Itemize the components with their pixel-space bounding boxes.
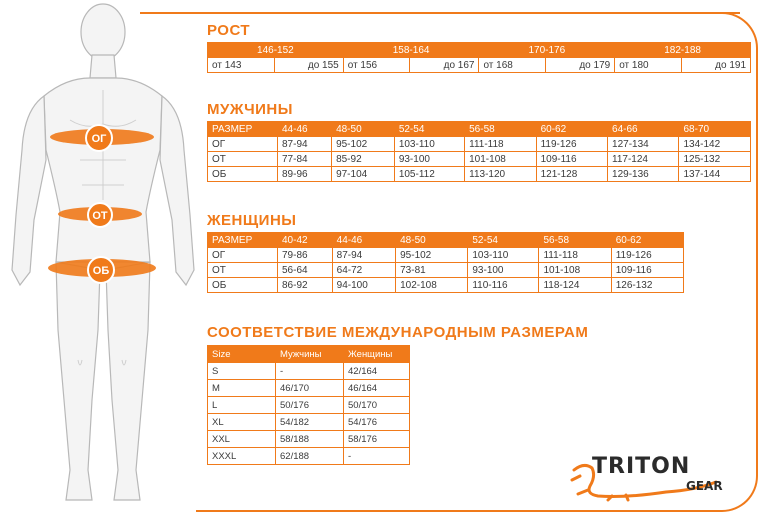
triton-gear-logo — [566, 452, 746, 502]
table-row — [208, 380, 410, 397]
table-cell: 58/176 — [344, 431, 410, 448]
intl-title: СООТВЕТСТВИЕ МЕЖДУНАРОДНЫМ РАЗМЕРАМ — [207, 324, 589, 341]
column-header: 60-62 — [611, 233, 683, 248]
height-title: РОСТ — [207, 22, 251, 39]
table-cell: 86-92 — [278, 278, 333, 293]
table-cell: 134-142 — [679, 137, 751, 152]
table-cell: 137-144 — [679, 167, 751, 182]
column-header: 56-58 — [539, 233, 611, 248]
table-cell: 118-124 — [539, 278, 611, 293]
table-cell: - — [276, 363, 344, 380]
brand-name: TRITON — [592, 454, 691, 479]
table-cell: 111-118 — [465, 137, 536, 152]
column-header: 60-62 — [536, 122, 607, 137]
table-cell: 109-116 — [536, 152, 607, 167]
table-cell: 126-132 — [611, 278, 683, 293]
column-header: 40-42 — [278, 233, 333, 248]
table-cell: 111-118 — [539, 248, 611, 263]
table-cell: - — [344, 448, 410, 465]
table-cell: ОГ — [208, 248, 278, 263]
table-cell: 50/176 — [276, 397, 344, 414]
table-cell: ОТ — [208, 152, 278, 167]
table-row — [208, 152, 751, 167]
height-to: до 167 — [410, 58, 479, 73]
column-header: 52-54 — [394, 122, 464, 137]
table-cell: 93-100 — [394, 152, 464, 167]
table-row — [208, 363, 410, 380]
column-header: 48-50 — [396, 233, 468, 248]
frame-top-line — [140, 12, 740, 14]
table-cell: XL — [208, 414, 276, 431]
table-cell: 110-116 — [468, 278, 539, 293]
table-cell: 93-100 — [468, 263, 539, 278]
column-header: 48-50 — [332, 122, 395, 137]
men-title: МУЖЧИНЫ — [207, 101, 293, 118]
table-cell: ОБ — [208, 278, 278, 293]
table-cell: 46/170 — [276, 380, 344, 397]
table-cell: ОГ — [208, 137, 278, 152]
chest-label: ОГ — [91, 133, 107, 145]
height-range-row — [208, 43, 751, 58]
height-range: 170-176 — [479, 43, 615, 58]
table-cell: 105-112 — [394, 167, 464, 182]
table-cell: 79-86 — [278, 248, 333, 263]
table-cell: ОТ — [208, 263, 278, 278]
table-cell: 87-94 — [332, 248, 395, 263]
table-row — [208, 167, 751, 182]
women-header-row — [208, 233, 684, 248]
table-cell: 103-110 — [468, 248, 539, 263]
column-header: 64-66 — [608, 122, 679, 137]
intl-header-row — [208, 346, 410, 363]
height-bounds-row — [208, 58, 751, 73]
table-cell: 109-116 — [611, 263, 683, 278]
table-cell: S — [208, 363, 276, 380]
table-cell: 89-96 — [278, 167, 332, 182]
table-cell: 101-108 — [539, 263, 611, 278]
intl-size-table — [207, 345, 410, 465]
table-cell: M — [208, 380, 276, 397]
table-cell: 50/170 — [344, 397, 410, 414]
body-figure — [0, 0, 200, 526]
table-cell: 77-84 — [278, 152, 332, 167]
table-cell: XXXL — [208, 448, 276, 465]
waist-label: ОТ — [92, 210, 108, 222]
table-cell: 119-126 — [611, 248, 683, 263]
height-to: до 179 — [546, 58, 615, 73]
table-cell: 95-102 — [332, 137, 395, 152]
column-header: 52-54 — [468, 233, 539, 248]
height-table — [207, 42, 751, 73]
table-cell: 125-132 — [679, 152, 751, 167]
height-from: от 143 — [208, 58, 275, 73]
table-cell: 95-102 — [396, 248, 468, 263]
table-cell: 54/176 — [344, 414, 410, 431]
column-header: Женщины — [344, 346, 410, 363]
women-title: ЖЕНЩИНЫ — [207, 212, 297, 229]
column-header: Мужчины — [276, 346, 344, 363]
table-cell: 101-108 — [465, 152, 536, 167]
table-row — [208, 448, 410, 465]
table-row — [208, 263, 684, 278]
column-header: 56-58 — [465, 122, 536, 137]
table-cell: 127-134 — [608, 137, 679, 152]
table-cell: 64-72 — [332, 263, 395, 278]
column-header: Size — [208, 346, 276, 363]
height-to: до 191 — [681, 58, 750, 73]
table-row — [208, 431, 410, 448]
table-cell: L — [208, 397, 276, 414]
men-size-table — [207, 121, 751, 182]
table-row — [208, 278, 684, 293]
table-cell: 97-104 — [332, 167, 395, 182]
table-cell: 121-128 — [536, 167, 607, 182]
frame-right-curve — [700, 12, 758, 512]
table-cell: XXL — [208, 431, 276, 448]
table-cell: 42/164 — [344, 363, 410, 380]
table-cell: 85-92 — [332, 152, 395, 167]
table-cell: 54/182 — [276, 414, 344, 431]
table-cell: 94-100 — [332, 278, 395, 293]
table-cell: ОБ — [208, 167, 278, 182]
column-header: РАЗМЕР — [208, 122, 278, 137]
column-header: 44-46 — [332, 233, 395, 248]
table-cell: 56-64 — [278, 263, 333, 278]
table-cell: 117-124 — [608, 152, 679, 167]
table-row — [208, 137, 751, 152]
table-cell: 103-110 — [394, 137, 464, 152]
table-cell: 129-136 — [608, 167, 679, 182]
table-cell: 46/164 — [344, 380, 410, 397]
frame-bottom-line — [196, 510, 716, 512]
table-row — [208, 248, 684, 263]
height-range: 182-188 — [615, 43, 751, 58]
table-cell: 58/188 — [276, 431, 344, 448]
column-header: 44-46 — [278, 122, 332, 137]
hips-label: ОБ — [92, 265, 110, 277]
brand-sub: GEAR — [686, 479, 723, 493]
table-cell: 102-108 — [396, 278, 468, 293]
height-from: от 180 — [615, 58, 682, 73]
table-cell: 62/188 — [276, 448, 344, 465]
table-row — [208, 414, 410, 431]
height-from: от 156 — [343, 58, 410, 73]
column-header: 68-70 — [679, 122, 751, 137]
table-row — [208, 397, 410, 414]
height-to: до 155 — [274, 58, 343, 73]
table-cell: 73-81 — [396, 263, 468, 278]
height-range: 146-152 — [208, 43, 344, 58]
table-cell: 119-126 — [536, 137, 607, 152]
height-from: от 168 — [479, 58, 546, 73]
women-size-table — [207, 232, 684, 293]
height-range: 158-164 — [343, 43, 479, 58]
table-cell: 87-94 — [278, 137, 332, 152]
table-cell: 113-120 — [465, 167, 536, 182]
column-header: РАЗМЕР — [208, 233, 278, 248]
men-header-row — [208, 122, 751, 137]
